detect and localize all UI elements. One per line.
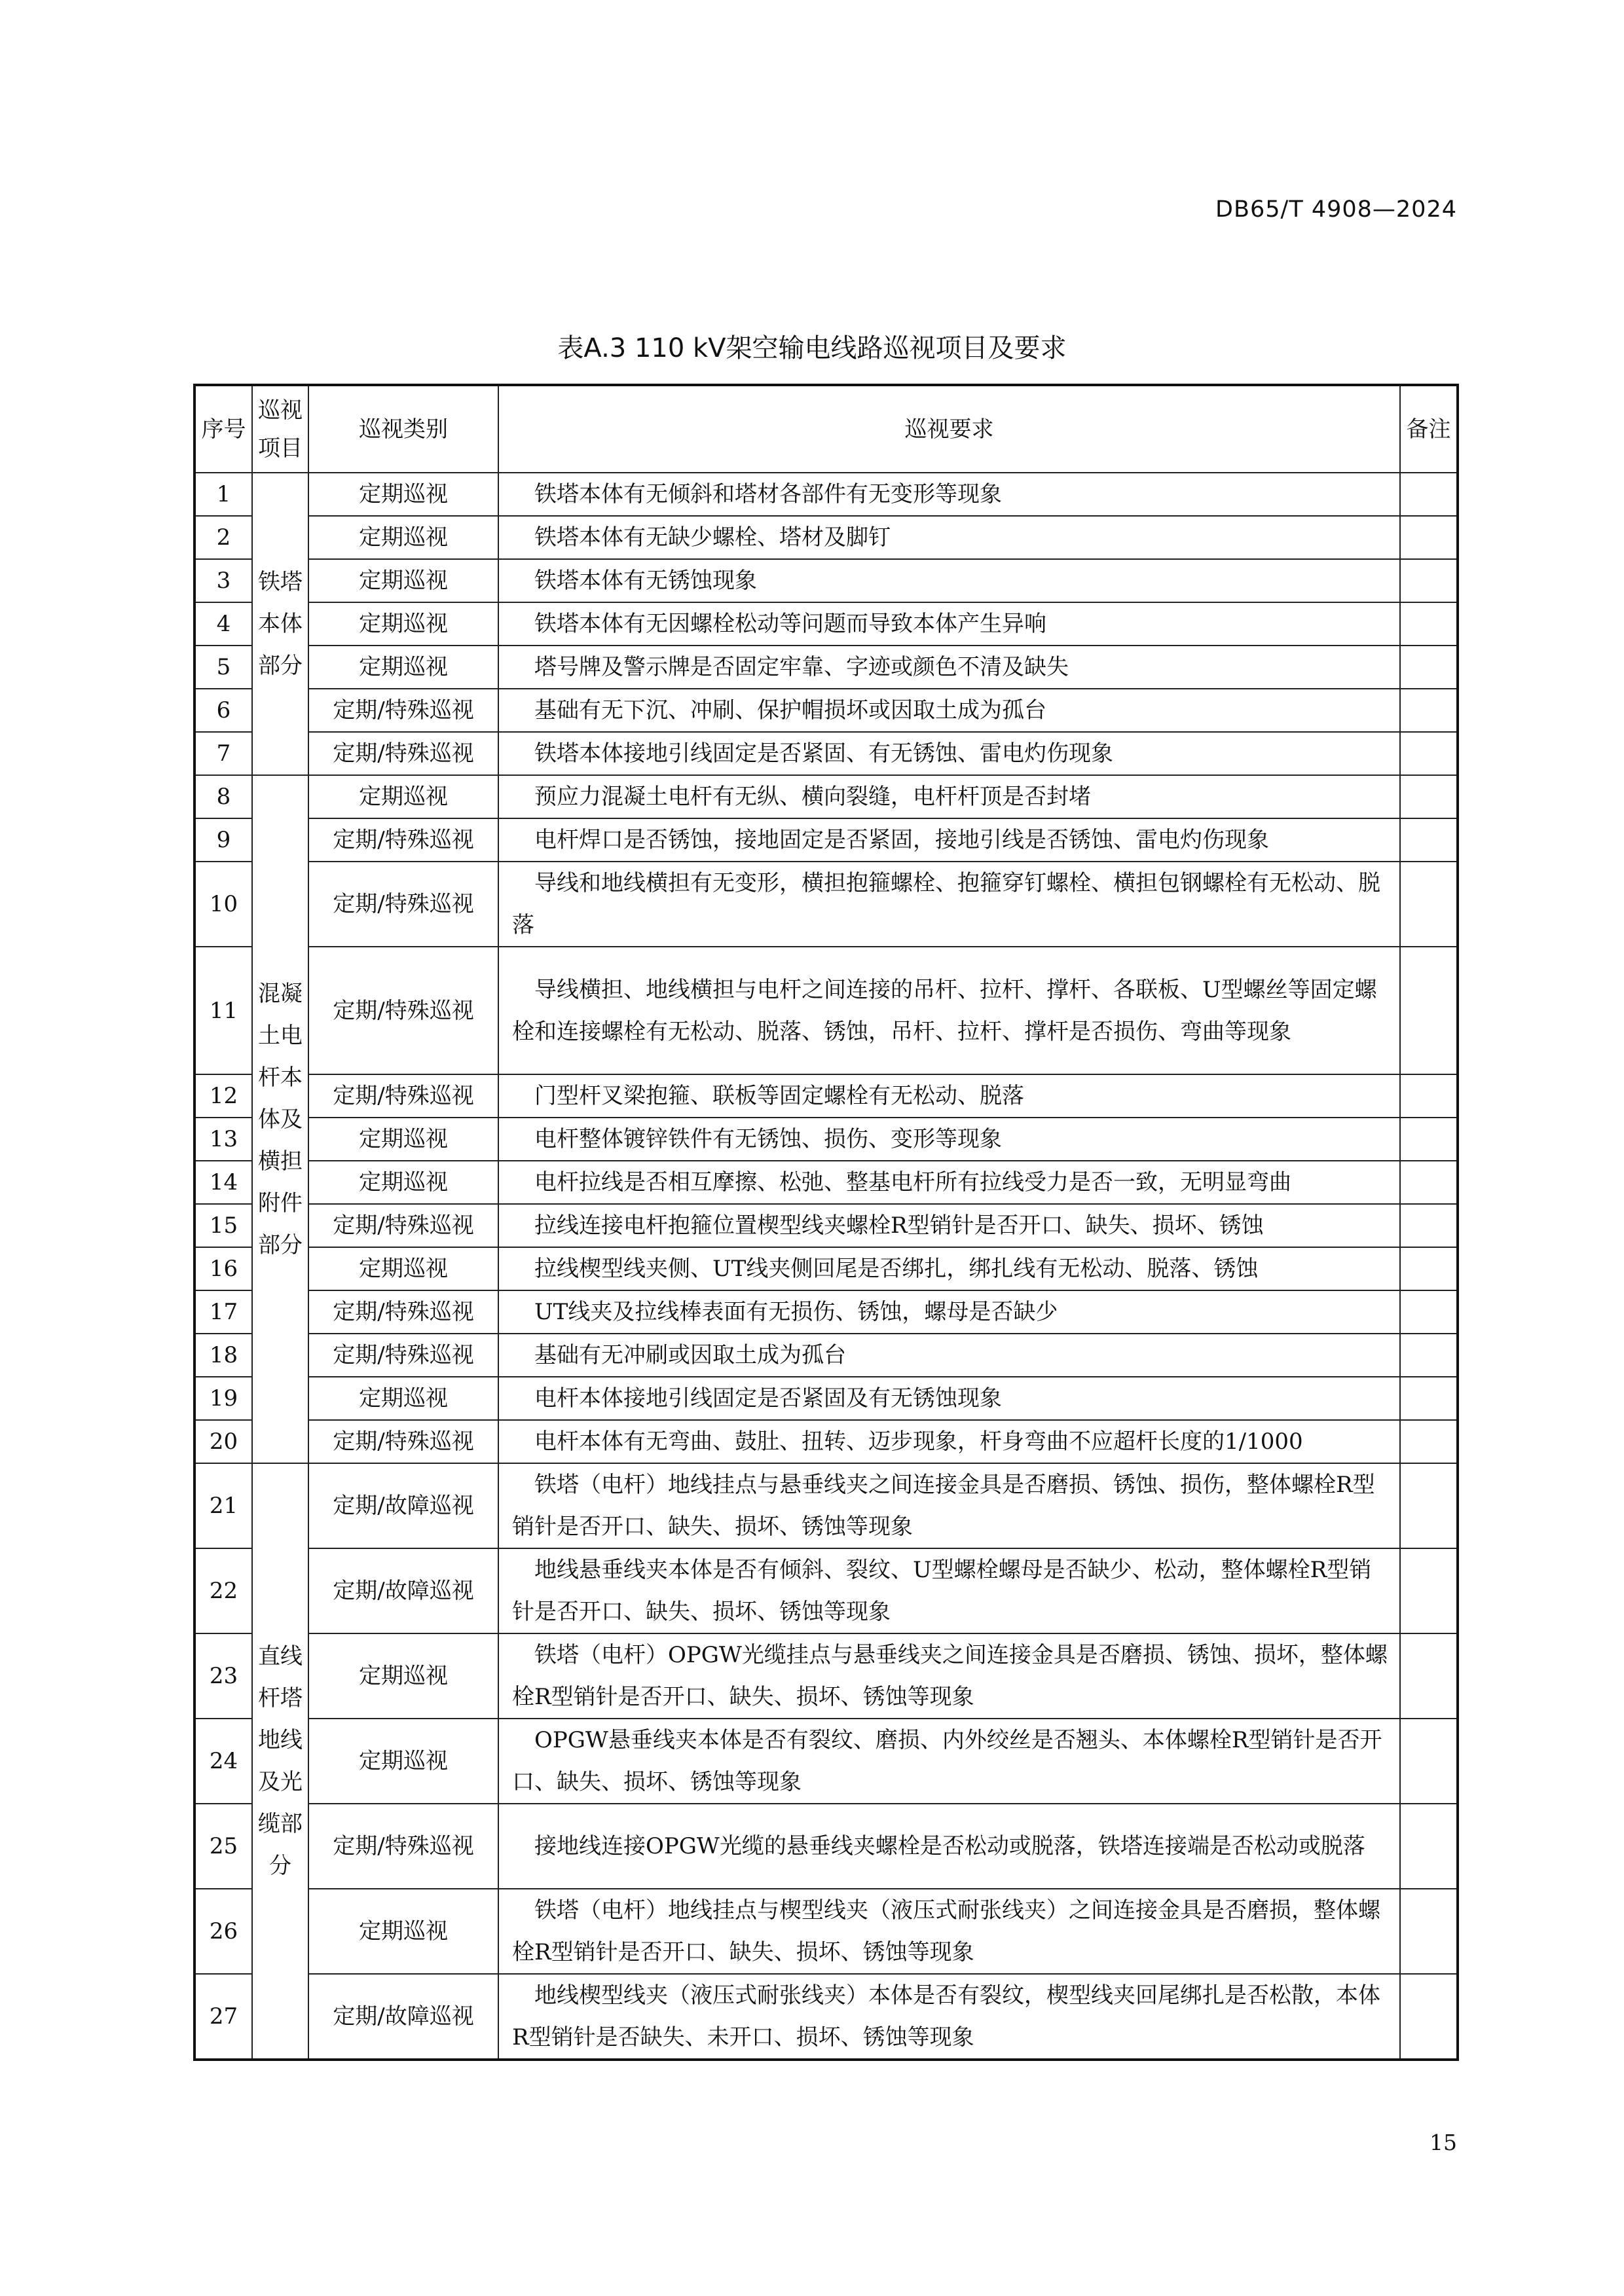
row-number: 8 xyxy=(194,775,252,818)
note-cell xyxy=(1400,1204,1458,1247)
note-cell xyxy=(1400,1719,1458,1804)
table-row xyxy=(194,818,1458,862)
table-row xyxy=(194,1334,1458,1377)
row-number: 18 xyxy=(194,1334,252,1377)
inspection-requirement: 拉线楔型线夹侧、UT线夹侧回尾是否绑扎，绑扎线有无松动、脱落、锈蚀 xyxy=(498,1247,1400,1290)
inspection-type: 定期巡视 xyxy=(308,1161,498,1204)
table-row xyxy=(194,1633,1458,1719)
inspection-type: 定期/特殊巡视 xyxy=(308,1074,498,1118)
row-number: 20 xyxy=(194,1420,252,1463)
table-row xyxy=(194,1247,1458,1290)
note-cell xyxy=(1400,1889,1458,1974)
inspection-type: 定期/特殊巡视 xyxy=(308,732,498,775)
note-cell xyxy=(1400,516,1458,559)
inspection-requirement: 电杆整体镀锌铁件有无锈蚀、损伤、变形等现象 xyxy=(498,1118,1400,1161)
inspection-requirement: 铁塔（电杆）OPGW光缆挂点与悬垂线夹之间连接金具是否磨损、锈蚀、损坏，整体螺栓R型销针是否开口、缺失、损坏、锈蚀等现象 xyxy=(498,1633,1400,1719)
note-cell xyxy=(1400,559,1458,602)
row-number: 1 xyxy=(194,473,252,516)
row-number: 26 xyxy=(194,1889,252,1974)
inspection-requirement: 基础有无下沉、冲刷、保护帽损坏或因取土成为孤台 xyxy=(498,689,1400,732)
row-number: 3 xyxy=(194,559,252,602)
inspection-requirement: 基础有无冲刷或因取土成为孤台 xyxy=(498,1334,1400,1377)
row-number: 23 xyxy=(194,1633,252,1719)
inspection-item-group: 直线杆塔地线及光缆部分 xyxy=(252,1463,308,2060)
inspection-item-group: 铁塔本体部分 xyxy=(252,473,308,775)
inspection-type: 定期/特殊巡视 xyxy=(308,862,498,947)
inspection-requirement: 导线和地线横担有无变形，横担抱箍螺栓、抱箍穿钉螺栓、横担包钢螺栓有无松动、脱落 xyxy=(498,862,1400,947)
inspection-requirement: OPGW悬垂线夹本体是否有裂纹、磨损、内外绞丝是否翘头、本体螺栓R型销针是否开口、缺失、损坏、锈蚀等现象 xyxy=(498,1719,1400,1804)
inspection-type: 定期/特殊巡视 xyxy=(308,1804,498,1889)
inspection-type: 定期巡视 xyxy=(308,559,498,602)
row-number: 27 xyxy=(194,1974,252,2060)
inspection-type: 定期/特殊巡视 xyxy=(308,947,498,1074)
inspection-requirement: 拉线连接电杆抱箍位置楔型线夹螺栓R型销针是否开口、缺失、损坏、锈蚀 xyxy=(498,1204,1400,1247)
inspection-type: 定期巡视 xyxy=(308,602,498,646)
table-header-row xyxy=(194,385,1458,473)
note-cell xyxy=(1400,602,1458,646)
row-number: 22 xyxy=(194,1548,252,1633)
row-number: 25 xyxy=(194,1804,252,1889)
table-row xyxy=(194,1290,1458,1334)
document-code: DB65/T 4908—2024 xyxy=(1215,196,1457,223)
inspection-requirement: 铁塔本体有无缺少螺栓、塔材及脚钉 xyxy=(498,516,1400,559)
inspection-type: 定期/特殊巡视 xyxy=(308,1204,498,1247)
inspection-type: 定期巡视 xyxy=(308,473,498,516)
note-cell xyxy=(1400,1290,1458,1334)
inspection-requirement: 地线悬垂线夹本体是否有倾斜、裂纹、U型螺栓螺母是否缺少、松动，整体螺栓R型销针是否开口、缺失、损坏、锈蚀等现象 xyxy=(498,1548,1400,1633)
row-number: 24 xyxy=(194,1719,252,1804)
inspection-type: 定期/特殊巡视 xyxy=(308,1290,498,1334)
inspection-type: 定期/故障巡视 xyxy=(308,1463,498,1548)
row-number: 11 xyxy=(194,947,252,1074)
table-row xyxy=(194,1420,1458,1463)
inspection-type: 定期巡视 xyxy=(308,1377,498,1420)
note-cell xyxy=(1400,1548,1458,1633)
inspection-type: 定期/故障巡视 xyxy=(308,1548,498,1633)
header-item: 巡视项目 xyxy=(252,385,308,473)
note-cell xyxy=(1400,1334,1458,1377)
table-row xyxy=(194,1974,1458,2060)
table-row xyxy=(194,1204,1458,1247)
table-row xyxy=(194,1074,1458,1118)
note-cell xyxy=(1400,947,1458,1074)
table-row xyxy=(194,1889,1458,1974)
inspection-requirement: 电杆本体接地引线固定是否紧固及有无锈蚀现象 xyxy=(498,1377,1400,1420)
inspection-requirement: 预应力混凝土电杆有无纵、横向裂缝，电杆杆顶是否封堵 xyxy=(498,775,1400,818)
note-cell xyxy=(1400,646,1458,689)
inspection-requirement: 电杆本体有无弯曲、鼓肚、扭转、迈步现象，杆身弯曲不应超杆长度的1/1000 xyxy=(498,1420,1400,1463)
table-row xyxy=(194,1377,1458,1420)
note-cell xyxy=(1400,775,1458,818)
inspection-type: 定期巡视 xyxy=(308,516,498,559)
inspection-type: 定期巡视 xyxy=(308,1719,498,1804)
inspection-requirement: 铁塔本体接地引线固定是否紧固、有无锈蚀、雷电灼伤现象 xyxy=(498,732,1400,775)
table-row xyxy=(194,559,1458,602)
note-cell xyxy=(1400,1161,1458,1204)
table-row xyxy=(194,1548,1458,1633)
inspection-requirement: 地线楔型线夹（液压式耐张线夹）本体是否有裂纹，楔型线夹回尾绑扎是否松散，本体R型销针是否缺失、未开口、损坏、锈蚀等现象 xyxy=(498,1974,1400,2060)
table-row xyxy=(194,602,1458,646)
header-note: 备注 xyxy=(1400,385,1458,473)
row-number: 2 xyxy=(194,516,252,559)
row-number: 4 xyxy=(194,602,252,646)
note-cell xyxy=(1400,1633,1458,1719)
inspection-requirement: 接地线连接OPGW光缆的悬垂线夹螺栓是否松动或脱落，铁塔连接端是否松动或脱落 xyxy=(498,1804,1400,1889)
table-row xyxy=(194,646,1458,689)
table-row xyxy=(194,732,1458,775)
table-row xyxy=(194,1118,1458,1161)
row-number: 19 xyxy=(194,1377,252,1420)
header-type: 巡视类别 xyxy=(308,385,498,473)
inspection-type: 定期/特殊巡视 xyxy=(308,818,498,862)
table-row xyxy=(194,947,1458,1074)
note-cell xyxy=(1400,732,1458,775)
row-number: 16 xyxy=(194,1247,252,1290)
table-row xyxy=(194,862,1458,947)
table-row xyxy=(194,1463,1458,1548)
row-number: 21 xyxy=(194,1463,252,1548)
inspection-requirement: 电杆拉线是否相互摩擦、松弛、整基电杆所有拉线受力是否一致，无明显弯曲 xyxy=(498,1161,1400,1204)
inspection-requirement: 门型杆叉梁抱箍、联板等固定螺栓有无松动、脱落 xyxy=(498,1074,1400,1118)
note-cell xyxy=(1400,1974,1458,2060)
note-cell xyxy=(1400,1118,1458,1161)
note-cell xyxy=(1400,1247,1458,1290)
table-row xyxy=(194,689,1458,732)
header-requirement: 巡视要求 xyxy=(498,385,1400,473)
row-number: 5 xyxy=(194,646,252,689)
note-cell xyxy=(1400,862,1458,947)
inspection-type: 定期巡视 xyxy=(308,1118,498,1161)
row-number: 17 xyxy=(194,1290,252,1334)
inspection-requirement: 铁塔本体有无因螺栓松动等问题而导致本体产生异响 xyxy=(498,602,1400,646)
inspection-table xyxy=(193,384,1459,2061)
note-cell xyxy=(1400,689,1458,732)
note-cell xyxy=(1400,473,1458,516)
row-number: 14 xyxy=(194,1161,252,1204)
note-cell xyxy=(1400,818,1458,862)
row-number: 15 xyxy=(194,1204,252,1247)
inspection-requirement: UT线夹及拉线棒表面有无损伤、锈蚀，螺母是否缺少 xyxy=(498,1290,1400,1334)
inspection-requirement: 铁塔本体有无倾斜和塔材各部件有无变形等现象 xyxy=(498,473,1400,516)
table-row xyxy=(194,516,1458,559)
table-row xyxy=(194,473,1458,516)
inspection-item-group: 混凝土电杆本体及横担附件部分 xyxy=(252,775,308,1463)
row-number: 12 xyxy=(194,1074,252,1118)
inspection-type: 定期巡视 xyxy=(308,775,498,818)
inspection-requirement: 导线横担、地线横担与电杆之间连接的吊杆、拉杆、撑杆、各联板、U型螺丝等固定螺栓和连接螺栓有无松动、脱落、锈蚀，吊杆、拉杆、撑杆是否损伤、弯曲等现象 xyxy=(498,947,1400,1074)
note-cell xyxy=(1400,1804,1458,1889)
page-number: 15 xyxy=(1430,2130,1457,2155)
row-number: 6 xyxy=(194,689,252,732)
inspection-type: 定期/特殊巡视 xyxy=(308,1420,498,1463)
inspection-requirement: 塔号牌及警示牌是否固定牢靠、字迹或颜色不清及缺失 xyxy=(498,646,1400,689)
note-cell xyxy=(1400,1420,1458,1463)
inspection-requirement: 铁塔（电杆）地线挂点与楔型线夹（液压式耐张线夹）之间连接金具是否磨损，整体螺栓R型销针是否开口、缺失、损坏、锈蚀等现象 xyxy=(498,1889,1400,1974)
table-row xyxy=(194,775,1458,818)
inspection-type: 定期/故障巡视 xyxy=(308,1974,498,2060)
row-number: 9 xyxy=(194,818,252,862)
inspection-type: 定期/特殊巡视 xyxy=(308,1334,498,1377)
row-number: 7 xyxy=(194,732,252,775)
inspection-requirement: 铁塔本体有无锈蚀现象 xyxy=(498,559,1400,602)
note-cell xyxy=(1400,1463,1458,1548)
note-cell xyxy=(1400,1377,1458,1420)
inspection-type: 定期巡视 xyxy=(308,1889,498,1974)
inspection-requirement: 电杆焊口是否锈蚀，接地固定是否紧固，接地引线是否锈蚀、雷电灼伤现象 xyxy=(498,818,1400,862)
inspection-type: 定期/特殊巡视 xyxy=(308,689,498,732)
table-row xyxy=(194,1719,1458,1804)
row-number: 10 xyxy=(194,862,252,947)
inspection-type: 定期巡视 xyxy=(308,1633,498,1719)
header-no: 序号 xyxy=(194,385,252,473)
inspection-type: 定期巡视 xyxy=(308,646,498,689)
table-row xyxy=(194,1804,1458,1889)
row-number: 13 xyxy=(194,1118,252,1161)
inspection-requirement: 铁塔（电杆）地线挂点与悬垂线夹之间连接金具是否磨损、锈蚀、损伤，整体螺栓R型销针是否开口、缺失、损坏、锈蚀等现象 xyxy=(498,1463,1400,1548)
table-title: 表A.3 110 kV架空输电线路巡视项目及要求 xyxy=(557,333,1067,363)
inspection-type: 定期巡视 xyxy=(308,1247,498,1290)
note-cell xyxy=(1400,1074,1458,1118)
table-row xyxy=(194,1161,1458,1204)
